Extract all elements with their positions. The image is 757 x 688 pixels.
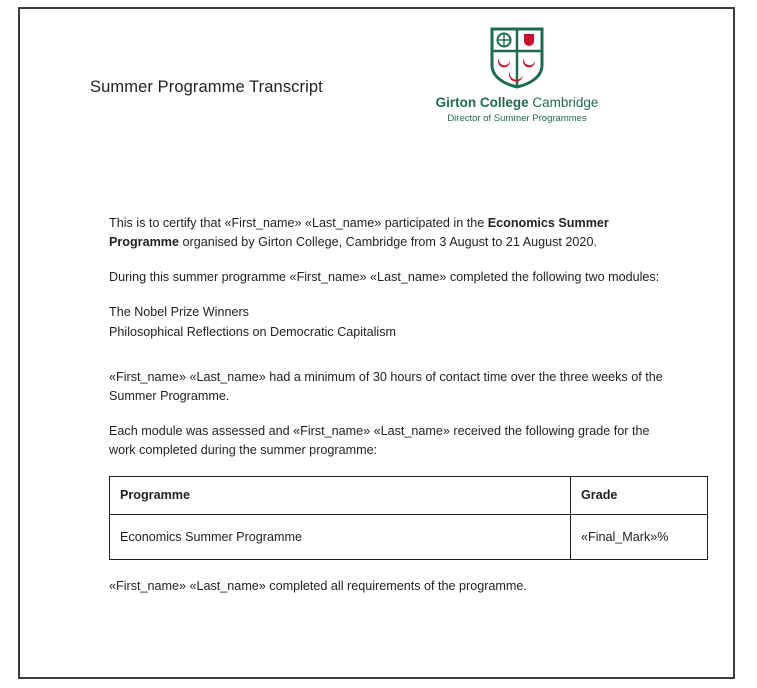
cell-grade: «Final_Mark»% bbox=[571, 515, 708, 560]
paragraph-modules-intro: During this summer programme «First_name» «Last_name» completed the following two modules: bbox=[109, 270, 660, 285]
table-row bbox=[110, 515, 708, 560]
document-page bbox=[18, 7, 735, 679]
column-header-grade: Grade bbox=[571, 477, 708, 515]
paragraph-assessment: Each module was assessed and «First_name» «Last_name» received the following grade for the work completed during the summer programme: bbox=[109, 423, 650, 458]
table-header-row bbox=[110, 477, 708, 515]
certify-text-1: This is to certify that «First_name» «Last_name» participated in the bbox=[109, 216, 488, 230]
college-name-bold: Girton College bbox=[435, 95, 529, 110]
certify-text-2: organised by Girton College, Cambridge from 3 August to 21 August 2020. bbox=[179, 235, 597, 250]
list-item: The Nobel Prize Winners bbox=[109, 305, 249, 320]
document-content bbox=[20, 9, 733, 677]
document-header bbox=[90, 27, 697, 142]
programme-name-bold: Economics Summer Programme bbox=[109, 216, 609, 250]
column-header-programme: Programme bbox=[110, 477, 571, 515]
paragraph-contact-hours: «First_name» «Last_name» had a minimum of 30 hours of contact time over the three weeks of the Summer Programme. bbox=[109, 369, 663, 403]
college-name-rest: Cambridge bbox=[528, 95, 599, 110]
page-title: Summer Programme Transcript bbox=[90, 78, 323, 96]
module-list bbox=[109, 303, 665, 341]
college-subtitle: Director of Summer Programmes bbox=[447, 113, 587, 125]
girton-college-crest-icon bbox=[490, 27, 544, 89]
grade-table bbox=[109, 476, 708, 560]
document-body bbox=[109, 214, 669, 597]
college-name bbox=[357, 95, 677, 111]
paragraph-certification bbox=[109, 214, 665, 252]
college-branding bbox=[357, 27, 677, 125]
cell-programme: Economics Summer Programme bbox=[110, 515, 571, 560]
paragraph-closing: «First_name» «Last_name» completed all requirements of the programme. bbox=[109, 579, 527, 594]
list-item: Philosophical Reflections on Democratic Capitalism bbox=[109, 324, 396, 339]
